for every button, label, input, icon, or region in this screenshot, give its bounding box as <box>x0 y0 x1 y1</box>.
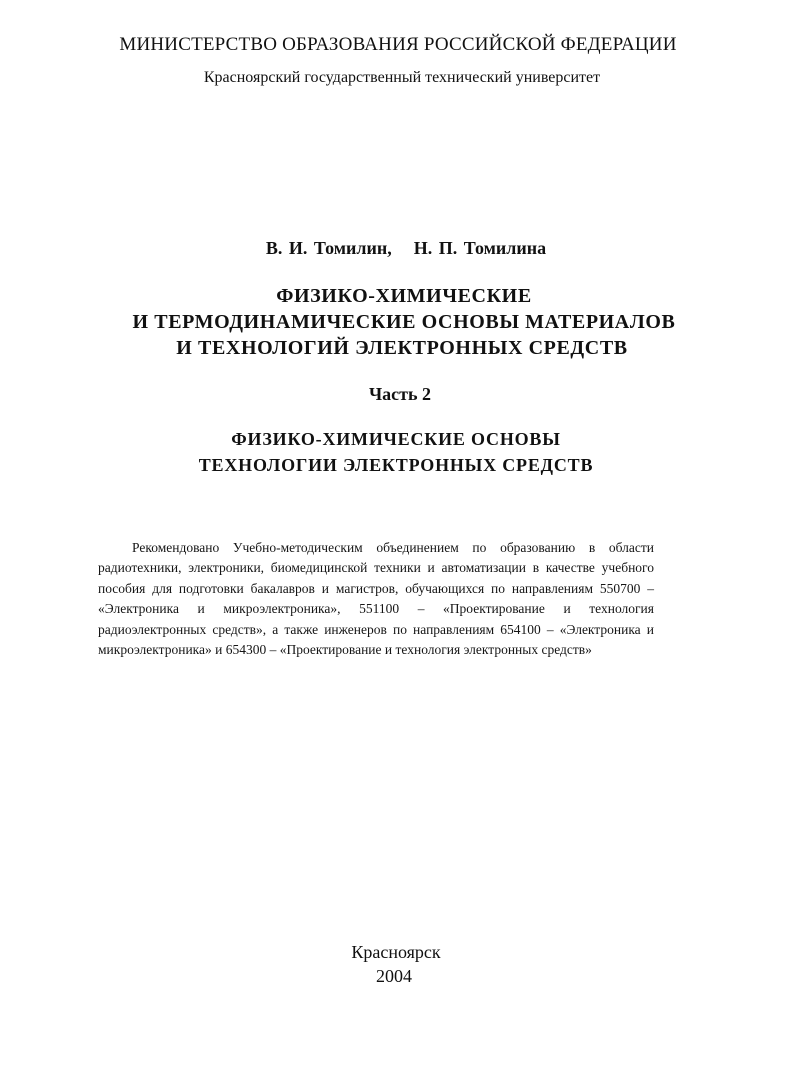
book-title-line-3: И ТЕХНОЛОГИЙ ЭЛЕКТРОННЫХ СРЕДСТВ <box>176 337 628 359</box>
ministry-name: МИНИСТЕРСТВО ОБРАЗОВАНИЯ РОССИЙСКОЙ ФЕДЕРАЦИИ <box>119 34 677 55</box>
part-number: Часть 2 <box>368 384 432 404</box>
book-title-line-1: ФИЗИКО-ХИМИЧЕСКИЕ <box>276 285 532 307</box>
part-title-line-2: ТЕХНОЛОГИИ ЭЛЕКТРОННЫХ СРЕДСТВ <box>198 455 594 475</box>
university-name: Красноярский государственный технический университет <box>203 69 601 86</box>
imprint-city: Красноярск <box>351 942 441 962</box>
recommendation-paragraph: Рекомендовано Учебно-методическим объединением по образованию в области радиотехники, электроники, биомедицинской техники и автоматизации в качестве учебного пособия для подготовки бакалавров и магистров, обучающихся по направлениям 550700 – «Электроника и микроэлектроника», 551100 – «Проектирование и технология радиоэлектронных средств», а также инженеров по направлениям 654100 – «Электроника и микроэлектроника» и 654300 – «Проектирование и технология электронных средств» <box>98 539 654 657</box>
part-title-line-1: ФИЗИКО-ХИМИЧЕСКИЕ ОСНОВЫ <box>231 429 561 449</box>
author-second: Н. П. Томилина <box>413 238 547 258</box>
authors <box>12 238 788 259</box>
book-title-line-2: И ТЕРМОДИНАМИЧЕСКИЕ ОСНОВЫ МАТЕРИАЛОВ <box>132 311 676 333</box>
imprint-year: 2004 <box>376 966 412 986</box>
author-first: В. И. Томилин, <box>265 238 392 258</box>
